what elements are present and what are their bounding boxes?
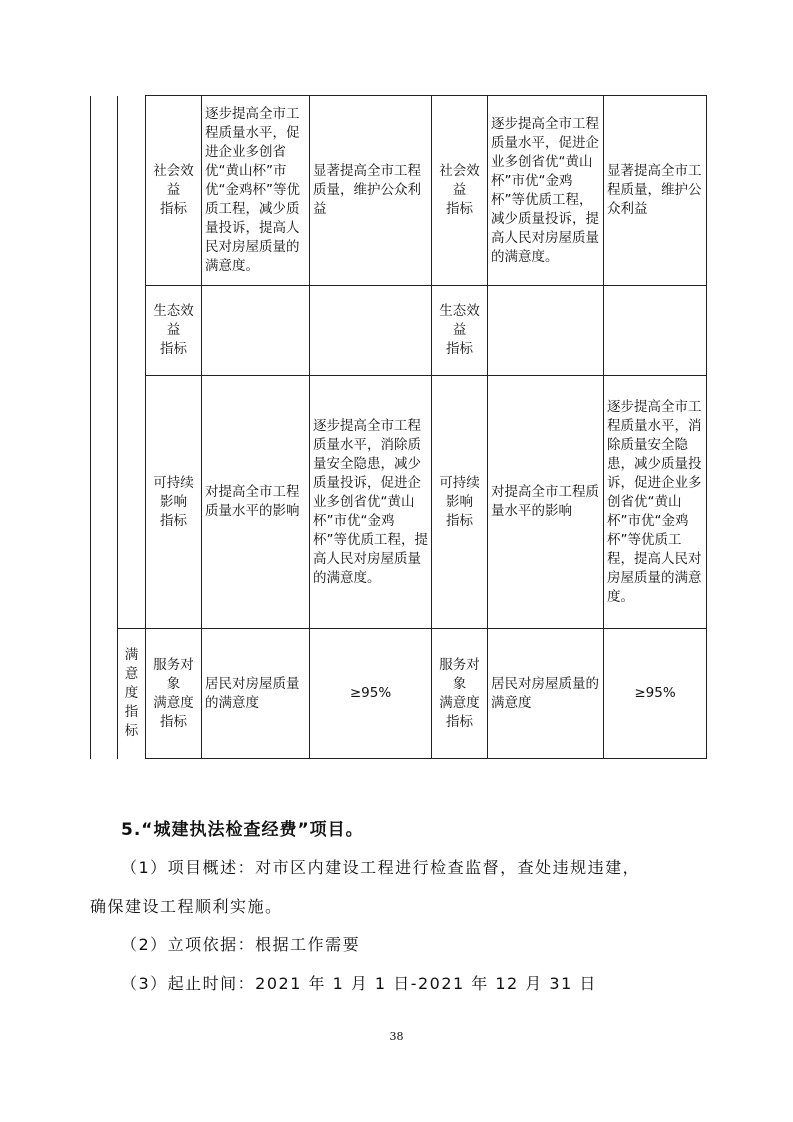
cell-value-ecology-2 [604, 286, 707, 376]
page-number: 38 [389, 1030, 404, 1043]
cell-target-ecology-2 [488, 286, 604, 376]
cell-target-social-2: 逐步提高全市工程质量水平，促进企业多创省优“黄山杯”市优“金鸡杯”等优质工程，减少质量投诉，提高人民对房屋质量的满意度。 [488, 96, 604, 286]
cell-group-satisfaction: 满 意 度 指 标 [118, 629, 146, 759]
cell-label-social-2: 社会效 益 指标 [432, 96, 488, 286]
table-row-ecology [91, 286, 707, 376]
cell-target-satisfaction-2: 居民对房屋质量的满意度 [488, 629, 604, 759]
table-row-social [91, 96, 707, 286]
cell-label-social-1: 社会效 益 指标 [146, 96, 202, 286]
cell-value-satisfaction-1: ≥95% [310, 629, 432, 759]
cell-label-ecology-2: 生态效 益 指标 [432, 286, 488, 376]
cell-value-sustain-2: 逐步提高全市工程质量水平，消除质量安全隐患，减少质量投诉，促进企业多创省优“黄山杯”市优“金鸡杯”等优质工程，提高人民对房屋质量的满意度。 [604, 376, 707, 629]
table-col-blank-1 [91, 629, 118, 759]
cell-label-satisfaction-2: 服务对 象 满意度 指标 [432, 629, 488, 759]
cell-value-social-1: 显著提高全市工程质量，维护公众利益 [310, 96, 432, 286]
cell-label-satisfaction-1: 服务对 象 满意度 指标 [146, 629, 202, 759]
cell-value-satisfaction-2: ≥95% [604, 629, 707, 759]
cell-target-sustain-1: 对提高全市工程质量水平的影响 [202, 376, 310, 629]
table-col-blank-1 [91, 96, 118, 629]
cell-label-sustain-1: 可持续 影响 指标 [146, 376, 202, 629]
cell-value-ecology-1 [310, 286, 432, 376]
paragraph-overview-line2: 确保建设工程顺利实施。 [90, 897, 283, 916]
table-row-satisfaction [91, 629, 707, 759]
cell-target-ecology-1 [202, 286, 310, 376]
paragraph-timeframe: （3）起止时间：2021 年 1 月 1 日-2021 年 12 月 31 日 [121, 974, 597, 993]
cell-target-sustain-2: 对提高全市工程质量水平的影响 [488, 376, 604, 629]
cell-label-ecology-1: 生态效 益 指标 [146, 286, 202, 376]
cell-label-sustain-2: 可持续 影响 指标 [432, 376, 488, 629]
section-heading: 5.“城建执法检查经费”项目。 [121, 820, 364, 840]
table-row-sustain [91, 376, 707, 629]
performance-indicator-table [90, 95, 707, 759]
cell-target-satisfaction-1: 居民对房屋质量的满意度 [202, 629, 310, 759]
paragraph-overview-line1: （1）项目概述：对市区内建设工程进行检查监督，查处违规违建， [121, 858, 641, 877]
cell-value-sustain-1: 逐步提高全市工程质量水平，消除质量安全隐患，减少质量投诉，促进企业多创省优“黄山杯”市优“金鸡杯”等优质工程，提高人民对房屋质量的满意度。 [310, 376, 432, 629]
cell-target-social-1: 逐步提高全市工程质量水平，促进企业多创省优“黄山杯”市优“金鸡杯”等优质工程，减少质量投诉，提高人民对房屋质量的满意度。 [202, 96, 310, 286]
table-col-blank-2 [118, 96, 146, 629]
cell-value-social-2: 显著提高全市工程质量，维护公众利益 [604, 96, 707, 286]
paragraph-basis: （2）立项依据：根据工作需要 [121, 935, 361, 954]
